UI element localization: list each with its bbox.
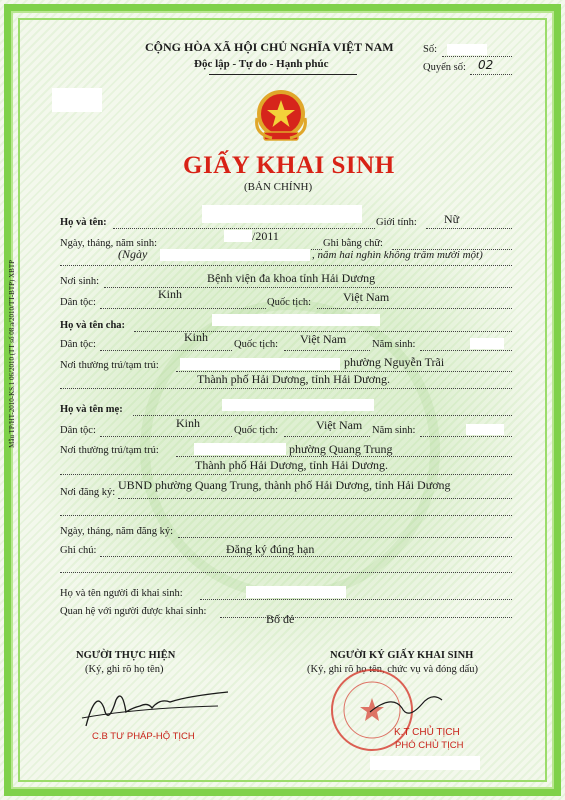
birthplace-label: Nơi sinh: — [60, 276, 100, 287]
note-value: Đăng ký đúng hạn — [226, 542, 315, 556]
document-subtitle: (BẢN CHÍNH) — [244, 181, 313, 193]
father-residence-label: Nơi thường trú/tạm trú: — [60, 360, 159, 371]
quyen-so-label: Quyển số: — [423, 62, 466, 73]
document-title: GIẤY KHAI SINH — [183, 152, 395, 179]
right-stamp-line1: K.T CHỦ TỊCH — [394, 727, 460, 738]
father-name-label: Họ và tên cha: — [60, 320, 126, 331]
father-nationality-value: Việt Nam — [300, 332, 347, 346]
redaction — [246, 586, 346, 598]
mother-residence-label: Nơi thường trú/tạm trú: — [60, 445, 159, 456]
child-ethnicity-label: Dân tộc: — [60, 297, 96, 308]
child-ethnicity-value: Kinh — [158, 287, 182, 301]
gender-label: Giới tính: — [376, 217, 417, 228]
mother-ethnicity-label: Dân tộc: — [60, 425, 96, 436]
right-signer-subtitle: (Ký, ghi rõ họ tên, chức vụ và đóng dấu) — [307, 664, 479, 675]
quyen-so-value: 02 — [478, 58, 494, 72]
redaction — [370, 756, 480, 770]
child-name-label: Họ và tên: — [60, 217, 107, 228]
redaction — [160, 249, 310, 261]
gender-value: Nữ — [444, 212, 460, 226]
redaction — [470, 338, 504, 349]
left-signer-subtitle: (Ký, ghi rõ họ tên) — [85, 664, 164, 675]
motto-underline — [209, 74, 357, 75]
left-signer-title: NGƯỜI THỰC HIỆN — [76, 650, 176, 661]
redaction — [466, 424, 504, 435]
registration-place-label: Nơi đăng ký: — [60, 487, 116, 498]
father-ethnicity-label: Dân tộc: — [60, 339, 96, 350]
mother-residence-line1: phường Quang Trung — [289, 442, 393, 456]
national-emblem-icon — [250, 88, 312, 144]
left-stamp-text: C.B TƯ PHÁP-HỘ TỊCH — [92, 731, 195, 742]
form-code-side-text: Mẫu TP/HT-2010-KS.1 06/2010 (TT số 08.a/2010/TT-BTP) XBTP — [8, 260, 16, 448]
mother-residence-line2: Thành phố Hải Dương, tỉnh Hải Dương. — [195, 458, 389, 472]
father-nationality-label: Quốc tịch: — [234, 339, 279, 350]
redaction — [224, 230, 252, 242]
dob-words-label: Ghi bằng chữ: — [323, 238, 383, 249]
right-stamp-line2: PHÓ CHỦ TỊCH — [395, 740, 464, 751]
relation-label: Quan hệ với người được khai sinh: — [60, 606, 207, 617]
dob-words-value: , năm hai nghìn không trăm mười một) — [312, 249, 483, 261]
so-label: Số: — [423, 44, 438, 55]
redaction — [180, 358, 340, 370]
child-nationality-value: Việt Nam — [343, 290, 390, 304]
dob-label: Ngày, tháng, năm sinh: — [60, 238, 158, 249]
mother-nationality-label: Quốc tịch: — [234, 425, 279, 436]
mother-ethnicity-value: Kinh — [176, 416, 200, 430]
dob-words-ngay: (Ngày — [118, 247, 148, 261]
father-birth-year-label: Năm sinh: — [372, 339, 416, 350]
declarant-label: Họ và tên người đi khai sinh: — [60, 588, 183, 599]
father-residence-line1: phường Nguyễn Trãi — [344, 355, 445, 369]
mother-birth-year-label: Năm sinh: — [372, 425, 416, 436]
right-signer-title: NGƯỜI KÝ GIẤY KHAI SINH — [330, 650, 474, 661]
redaction — [447, 44, 487, 55]
redaction — [202, 205, 362, 223]
redaction — [52, 88, 102, 112]
left-signature-icon — [78, 678, 238, 738]
child-nationality-label: Quốc tịch: — [267, 297, 312, 308]
registration-date-label: Ngày, tháng, năm đăng ký: — [60, 526, 174, 537]
redaction — [194, 443, 286, 455]
father-ethnicity-value: Kinh — [184, 330, 208, 344]
birthplace-value: Bệnh viện đa khoa tỉnh Hải Dương — [207, 271, 376, 285]
redaction — [212, 314, 380, 326]
father-residence-line2: Thành phố Hải Dương, tỉnh Hải Dương. — [197, 372, 391, 386]
relation-value: Bố đẻ — [266, 612, 295, 626]
note-label: Ghi chú: — [60, 545, 97, 556]
registration-place-value: UBND phường Quang Trung, thành phố Hải Dương, tỉnh Hải Dương — [118, 478, 451, 492]
mother-name-label: Họ và tên mẹ: — [60, 404, 123, 415]
redaction — [222, 399, 374, 411]
dob-value: /2011 — [252, 229, 279, 243]
country-name: CỘNG HÒA XÃ HỘI CHỦ NGHĨA VIỆT NAM — [145, 40, 394, 54]
national-motto: Độc lập - Tự do - Hạnh phúc — [194, 58, 329, 70]
mother-nationality-value: Việt Nam — [316, 418, 363, 432]
